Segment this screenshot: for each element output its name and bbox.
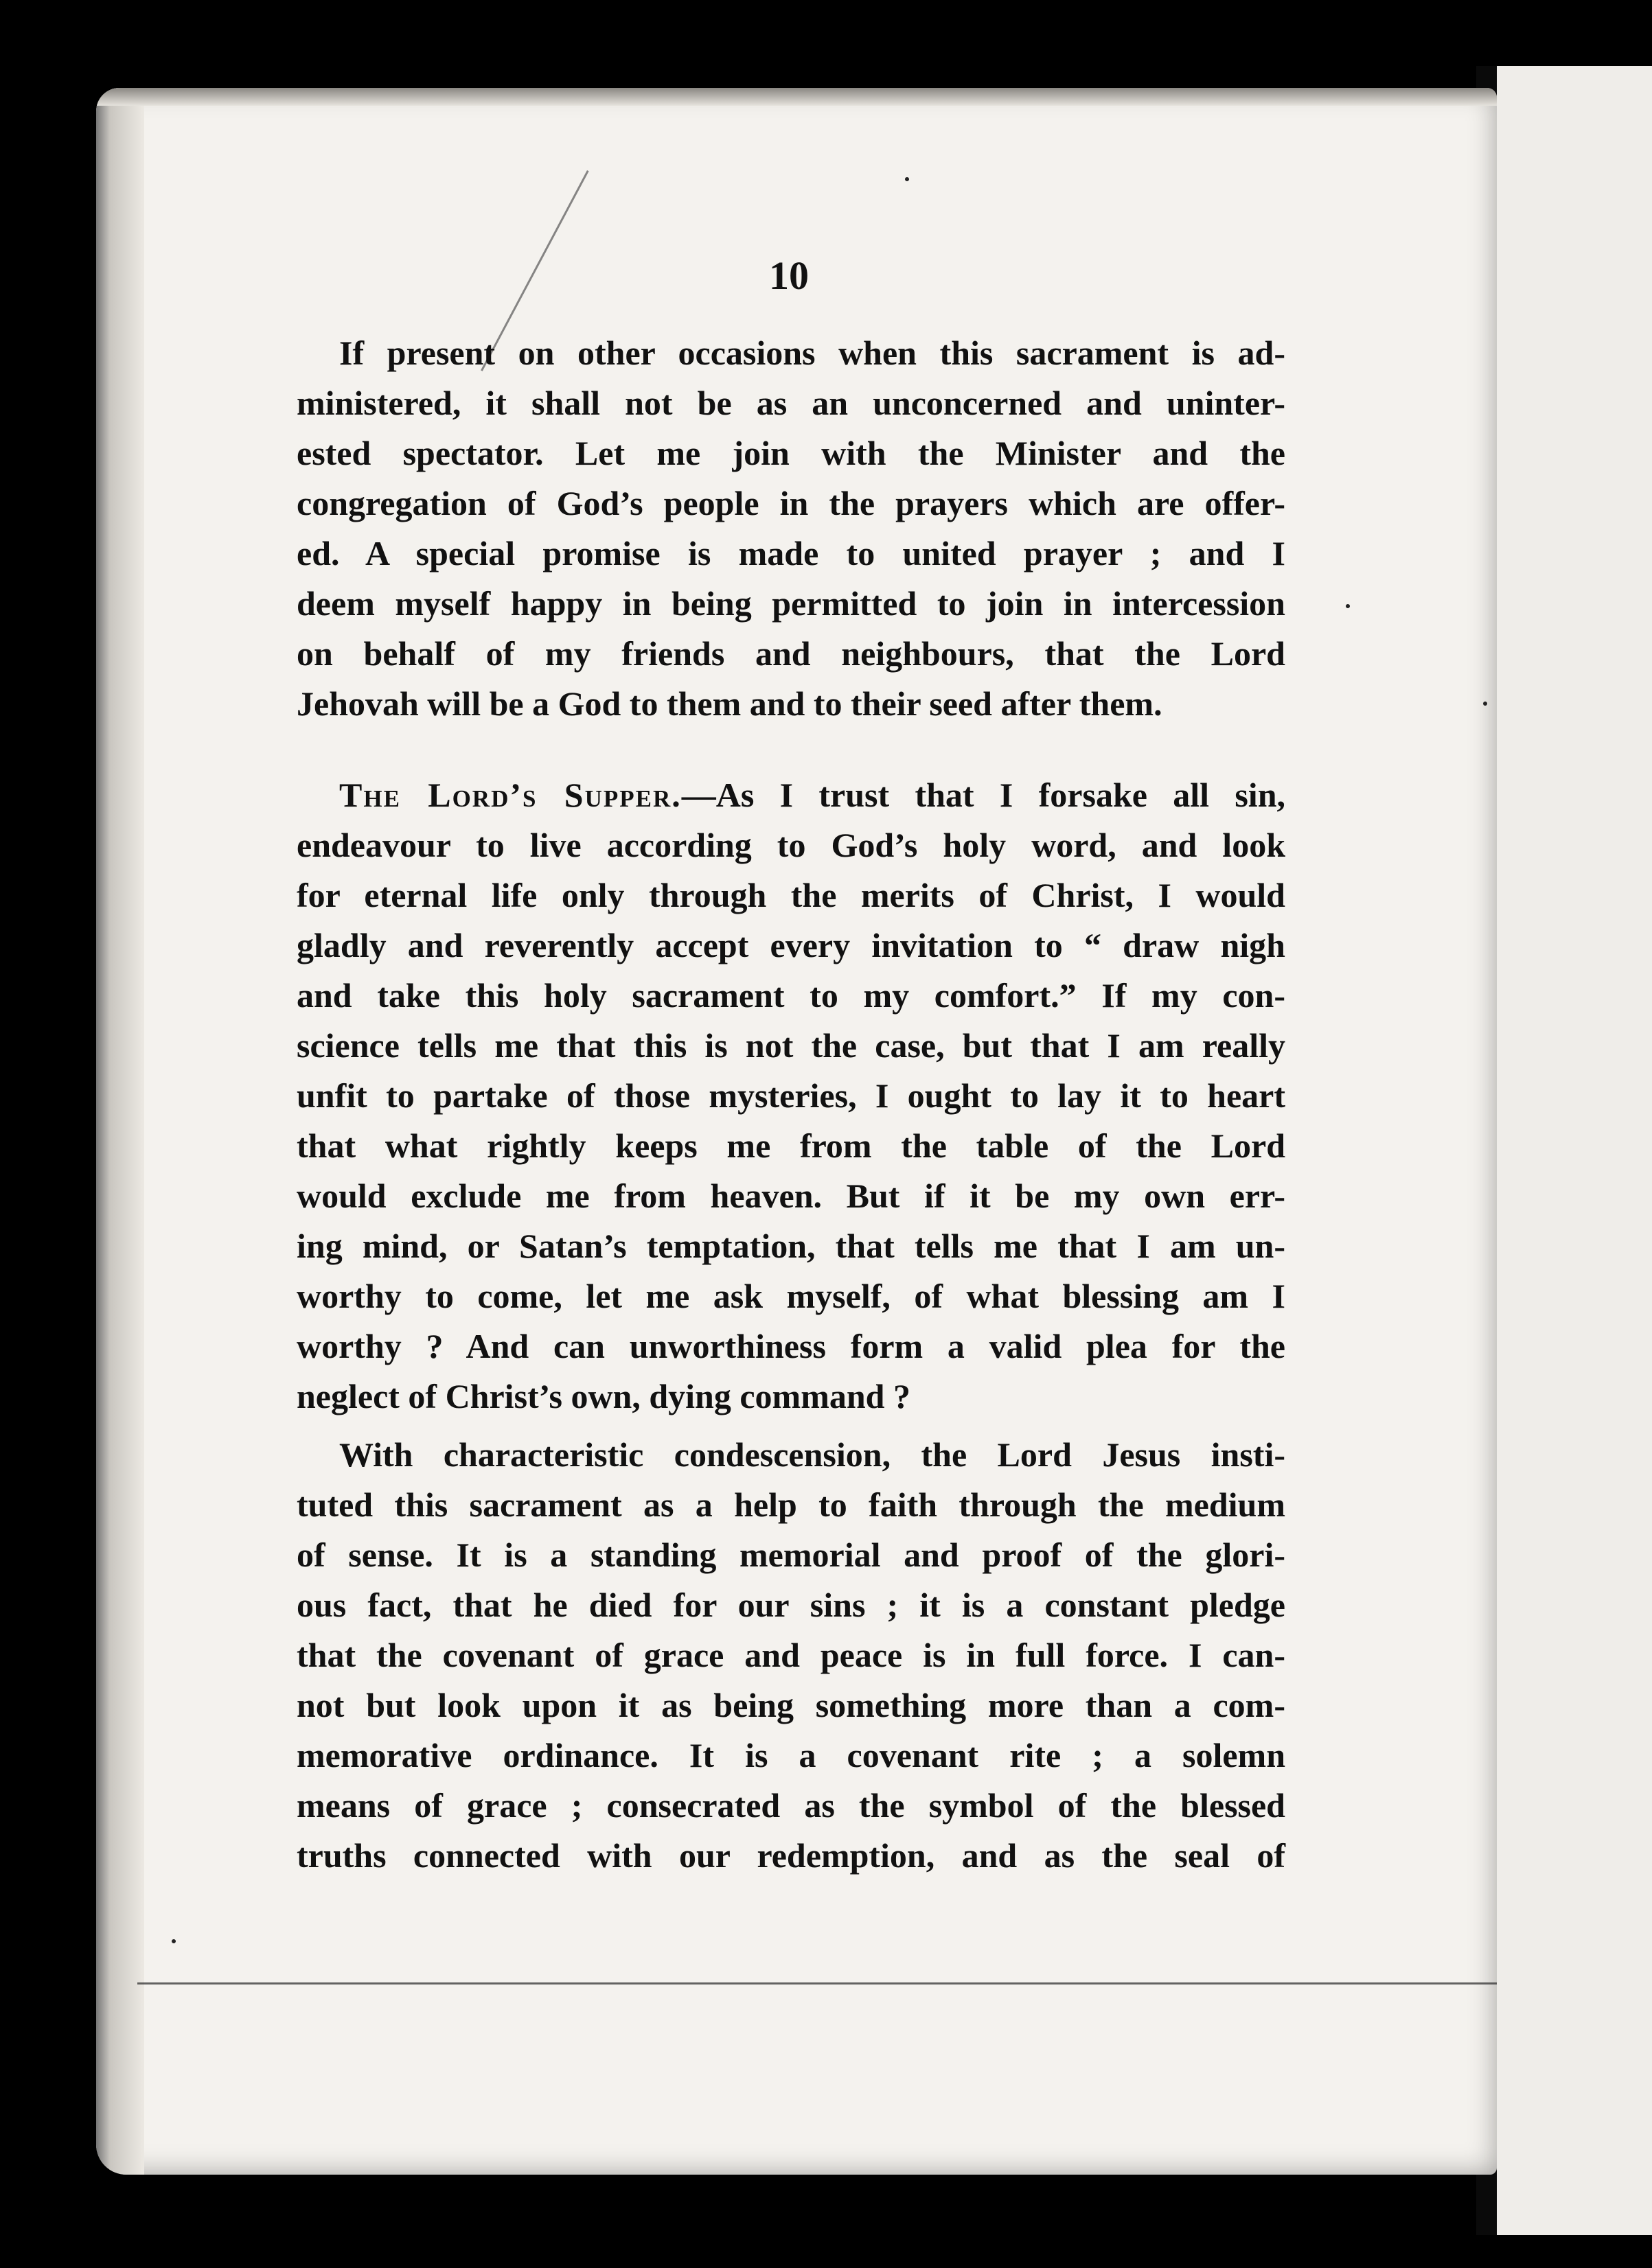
text-line: With characteristic condescension, the Lord Jesus insti- bbox=[339, 1435, 1285, 1474]
ink-speck bbox=[1483, 702, 1487, 706]
text-line: worthy to come, let me ask myself, of what blessing am I bbox=[297, 1277, 1285, 1315]
text-line-rest: —As I trust that I forsake all sin, bbox=[681, 776, 1286, 814]
paragraph-gap bbox=[297, 729, 1285, 770]
text-line: ed. A special promise is made to united prayer ; and I bbox=[297, 534, 1285, 572]
adjacent-page bbox=[1497, 66, 1652, 2235]
page-top-edge bbox=[96, 88, 1497, 106]
ink-speck bbox=[905, 177, 909, 181]
bottom-rule bbox=[137, 1982, 1497, 1984]
text-line bbox=[297, 770, 1285, 820]
text-line: and take this holy sacrament to my comfort.” If my con- bbox=[297, 976, 1285, 1015]
text-line: that what rightly keeps me from the table of the Lord bbox=[297, 1126, 1285, 1165]
text-line: would exclude me from heaven. But if it be my own err- bbox=[297, 1177, 1285, 1215]
paragraph-gap bbox=[297, 1422, 1285, 1430]
text-line: endeavour to live according to God’s holy word, and look bbox=[297, 826, 1285, 864]
text-line: science tells me that this is not the case, but that I am really bbox=[297, 1026, 1285, 1065]
text-line: ministered, it shall not be as an unconcerned and uninter- bbox=[297, 384, 1285, 422]
text-line: neglect of Christ’s own, dying command ? bbox=[297, 1377, 910, 1415]
text-line: ested spectator. Let me join with the Minister and the bbox=[297, 434, 1285, 472]
text-line: unfit to partake of those mysteries, I ought to lay it to heart bbox=[297, 1076, 1285, 1115]
paragraph-3 bbox=[297, 1430, 1285, 1881]
text-line: on behalf of my friends and neighbours, that the Lord bbox=[297, 634, 1285, 673]
text-line: that the covenant of grace and peace is in full force. I can- bbox=[297, 1636, 1285, 1674]
ink-speck bbox=[172, 1939, 176, 1943]
text-line: Jehovah will be a God to them and to their seed after them. bbox=[297, 684, 1162, 723]
text-line: gladly and reverently accept every invitation to “ draw nigh bbox=[297, 926, 1285, 964]
text-line: means of grace ; consecrated as the symbol of the blessed bbox=[297, 1786, 1285, 1825]
paragraph-2 bbox=[297, 770, 1285, 1422]
page-number: 10 bbox=[769, 253, 809, 298]
text-line: of sense. It is a standing memorial and proof of the glori- bbox=[297, 1536, 1285, 1574]
text-line: for eternal life only through the merits of Christ, I would bbox=[297, 876, 1285, 914]
text-line: memorative ordinance. It is a covenant rite ; a solemn bbox=[297, 1736, 1285, 1774]
text-line: ing mind, or Satan’s temptation, that tells me that I am un- bbox=[297, 1227, 1285, 1265]
section-heading: The Lord’s Supper. bbox=[339, 776, 682, 814]
text-line: truths connected with our redemption, and as the seal of bbox=[297, 1836, 1285, 1875]
text-line: congregation of God’s people in the prayers which are offer- bbox=[297, 484, 1285, 522]
page-left-edge bbox=[96, 88, 144, 2175]
body-text bbox=[297, 328, 1285, 1881]
paragraph-1 bbox=[297, 328, 1285, 729]
text-line: tuted this sacrament as a help to faith through the medium bbox=[297, 1485, 1285, 1524]
text-line: not but look upon it as being something more than a com- bbox=[297, 1686, 1285, 1724]
text-line: deem myself happy in being permitted to join in intercession bbox=[297, 584, 1285, 623]
text-line: If present on other occasions when this sacrament is ad- bbox=[339, 334, 1285, 372]
text-line: worthy ? And can unworthiness form a valid plea for the bbox=[297, 1327, 1285, 1365]
text-line: ous fact, that he died for our sins ; it is a constant pledge bbox=[297, 1586, 1285, 1624]
ink-speck bbox=[1346, 604, 1350, 608]
